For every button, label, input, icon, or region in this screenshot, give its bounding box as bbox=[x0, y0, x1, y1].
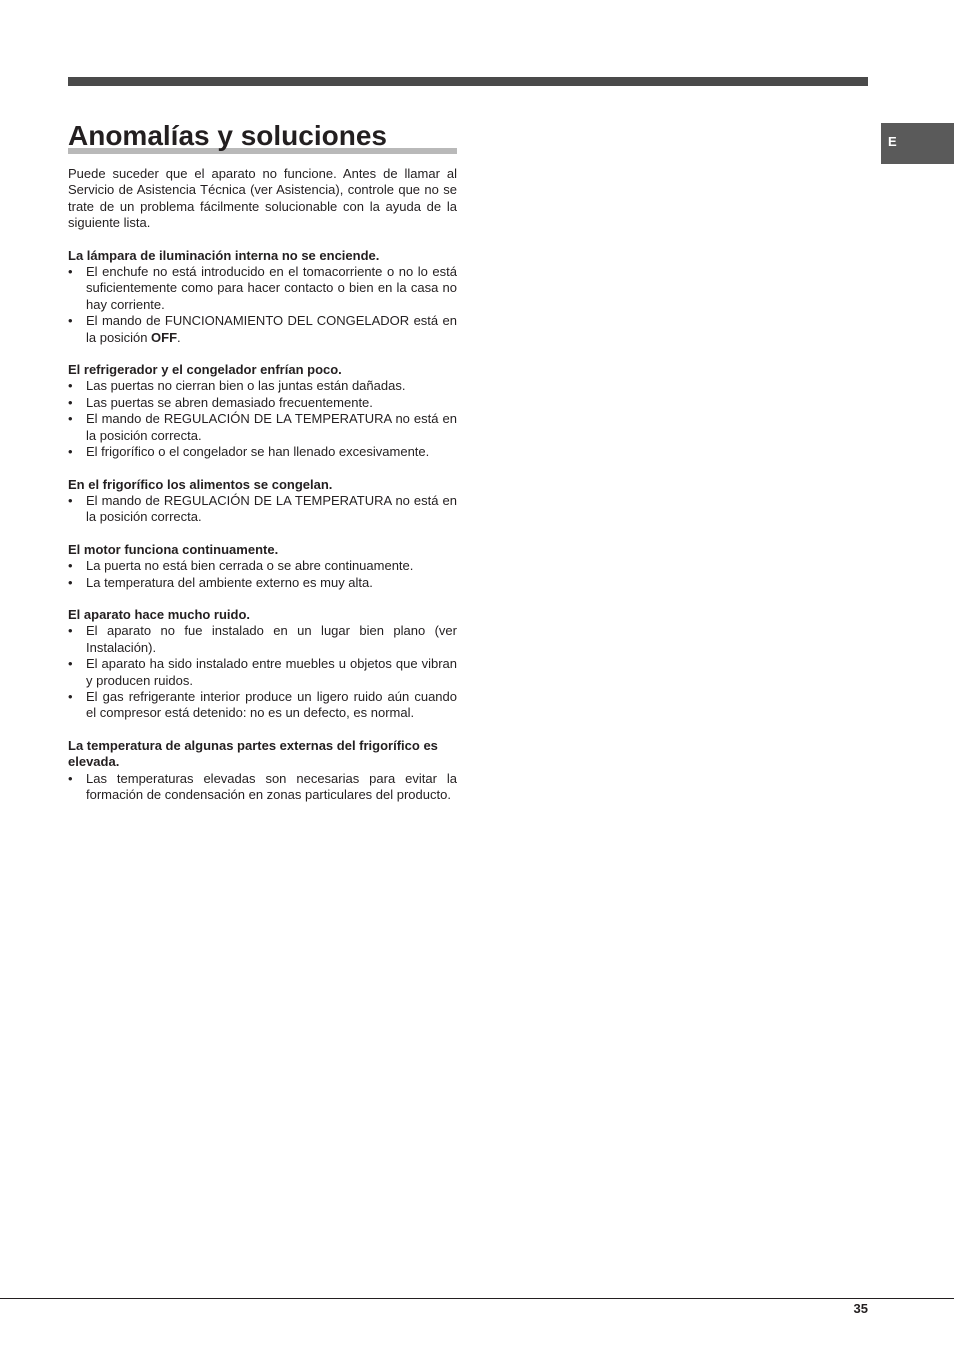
list-item bbox=[68, 558, 457, 574]
section-heading: La temperatura de algunas partes externas del frigorífico es elevada. bbox=[68, 737, 438, 770]
list-item bbox=[68, 771, 457, 804]
list-item-text: El frigorífico o el congelador se han llenado excesivamente. bbox=[86, 444, 430, 460]
list-item-text: La puerta no está bien cerrada o se abre continuamente. bbox=[86, 558, 414, 574]
list-item bbox=[68, 493, 457, 526]
bullet-icon: • bbox=[68, 688, 73, 704]
list-item-text: El enchufe no está introducido en el tomacorriente o no lo está suficientemente como para hacer contacto o bien en la casa no hay corriente. bbox=[86, 264, 457, 312]
section-heading: El motor funciona continuamente. bbox=[68, 541, 279, 557]
section-heading: El refrigerador y el congelador enfrían poco. bbox=[68, 362, 342, 378]
bottom-rule bbox=[0, 1298, 954, 1299]
section-motor bbox=[68, 542, 457, 591]
list-item-text: El aparato no fue instalado en un lugar bien plano (ver Instalación). bbox=[86, 623, 457, 655]
list-item bbox=[68, 623, 457, 656]
bullet-icon: • bbox=[68, 770, 73, 786]
list-item bbox=[68, 689, 457, 722]
title-block bbox=[68, 118, 457, 154]
bullet-icon: • bbox=[68, 444, 73, 460]
list-item-text: La temperatura del ambiente externo es muy alta. bbox=[86, 574, 373, 590]
section-freezing bbox=[68, 477, 457, 526]
bullet-list bbox=[68, 264, 457, 346]
language-tab-label: E bbox=[888, 134, 897, 149]
list-item-text-end: . bbox=[177, 329, 181, 345]
intro-paragraph: Puede suceder que el aparato no funcione. Antes de llamar al Servicio de Asistencia Técnica (ver Asistencia), controle que no se trate de un problema fácilmente solucionable con la ayuda de la siguiente lista. bbox=[68, 166, 457, 231]
list-item-text: Las puertas no cierran bien o las juntas están dañadas. bbox=[86, 378, 406, 394]
list-item bbox=[68, 264, 457, 313]
bullet-list bbox=[68, 771, 457, 804]
bullet-list bbox=[68, 493, 457, 526]
section-cooling bbox=[68, 362, 457, 460]
section-heading: La lámpara de iluminación interna no se enciende. bbox=[68, 247, 380, 263]
list-item-text: Las temperaturas elevadas son necesarias para evitar la formación de condensación en zonas particulares del producto. bbox=[86, 770, 457, 802]
list-item bbox=[68, 411, 457, 444]
list-item bbox=[68, 656, 457, 689]
bullet-icon: • bbox=[68, 623, 73, 639]
list-item-text: El mando de REGULACIÓN DE LA TEMPERATURA no está en la posición correcta. bbox=[86, 411, 457, 443]
list-item-text: El gas refrigerante interior produce un ligero ruido aún cuando el compresor está detenido: no es un defecto, es normal. bbox=[86, 688, 457, 721]
section-lamp bbox=[68, 248, 457, 346]
bullet-icon: • bbox=[68, 492, 73, 508]
list-item bbox=[68, 378, 457, 394]
main-content bbox=[68, 166, 457, 803]
section-heading: El aparato hace mucho ruido. bbox=[68, 606, 251, 622]
bullet-list bbox=[68, 558, 457, 591]
bullet-icon: • bbox=[68, 411, 73, 427]
bullet-icon: • bbox=[68, 264, 73, 280]
page-title: Anomalías y soluciones bbox=[68, 120, 387, 151]
bullet-icon: • bbox=[68, 558, 73, 574]
list-item-text: Las puertas se abren demasiado frecuentemente. bbox=[86, 394, 373, 410]
bullet-list bbox=[68, 623, 457, 721]
list-item-text: El mando de FUNCIONAMIENTO DEL CONGELADOR está en la posición bbox=[86, 313, 457, 345]
list-item-text: El aparato ha sido instalado entre muebles u objetos que vibran y producen ruidos. bbox=[86, 656, 457, 688]
bullet-icon: • bbox=[68, 378, 73, 394]
bullet-icon: • bbox=[68, 656, 73, 672]
section-noise bbox=[68, 607, 457, 722]
bullet-icon: • bbox=[68, 313, 73, 329]
list-item-text: El mando de REGULACIÓN DE LA TEMPERATURA no está en la posición correcta. bbox=[86, 492, 457, 525]
page-number: 35 bbox=[853, 1301, 868, 1316]
language-tab bbox=[881, 123, 954, 164]
bullet-icon: • bbox=[68, 574, 73, 590]
list-item bbox=[68, 395, 457, 411]
section-heading: En el frigorífico los alimentos se congelan. bbox=[68, 476, 333, 492]
off-label: OFF bbox=[151, 329, 178, 345]
list-item bbox=[68, 313, 457, 346]
list-item bbox=[68, 444, 457, 460]
top-rule bbox=[68, 77, 868, 86]
section-external-temperature bbox=[68, 738, 457, 804]
bullet-icon: • bbox=[68, 394, 73, 410]
list-item bbox=[68, 575, 457, 591]
bullet-list bbox=[68, 378, 457, 460]
